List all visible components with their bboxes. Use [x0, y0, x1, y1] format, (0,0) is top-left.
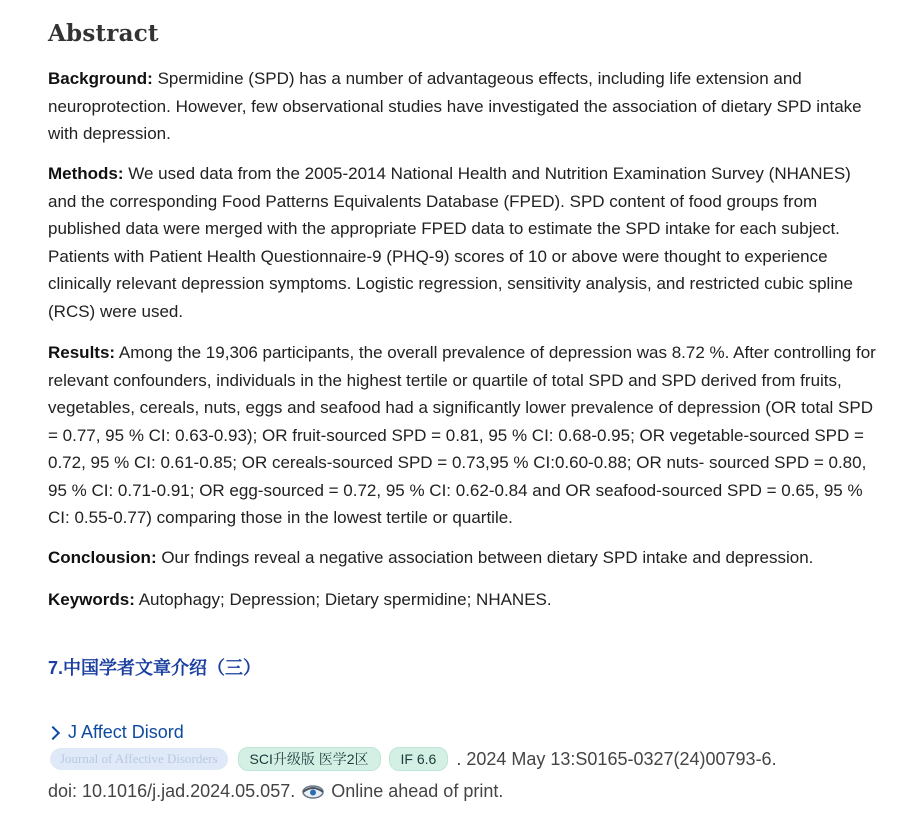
chevron-right-icon[interactable] — [46, 726, 60, 740]
results-text: Among the 19,306 participants, the overall prevalence of depression was 8.72 %. After controlling for relevant confounders, individuals in the highest tertile or quartile of total SPD and SPD derived from fruits, vegetables, cereals, nuts, eggs and seafood had a significantly lower prevalence of depression (OR total SPD = 0.77, 95 % CI: 0.63-0.93); OR fruit-sourced SPD = 0.81, 95 % CI: 0.68-0.95; OR vegetable-sourced SPD = 0.72, 95 % CI: 0.61-0.85; OR cereals-sourced SPD = 0.73,95 % CI:0.60-0.88; OR nuts- sourced SPD = 0.80, 95 % CI: 0.71-0.91; OR egg-sourced = 0.72, 95 % CI: 0.62-0.84 and OR seafood-sourced SPD = 0.65, 95 % CI: 0.55-0.77) comparing those in the lowest tertile or quartile. — [48, 343, 876, 527]
results-label: Results: — [48, 343, 116, 362]
sci-badge[interactable]: SCI升级版 医学2区 — [238, 747, 381, 771]
doi-text: doi: 10.1016/j.jad.2024.05.057. — [48, 781, 296, 801]
methods-text: We used data from the 2005-2014 National Health and Nutrition Examination Survey (NHANES) and the corresponding Food Patterns Equivalents Database (FPED). SPD content of food groups from published data were merged with the appropriate FPED data to estimate the SPD intake for each subject. Patients with Patient Health Questionnaire-9 (PHQ-9) scores of 10 or above were thought to experience clinically relevant depression symptoms. Logistic regression, sensitivity analysis, and restricted cubic spline (RCS) were used. — [48, 164, 854, 321]
impact-factor-badge[interactable]: IF 6.6 — [389, 747, 449, 771]
citation-line — [50, 747, 777, 771]
online-status-text: Online ahead of print. — [331, 781, 504, 801]
abstract-methods — [48, 160, 878, 325]
keywords-label: Keywords: — [48, 590, 135, 609]
citation-date: . 2024 May 13:S0165-0327(24)00793-6. — [456, 748, 777, 769]
abstract-conclusion — [48, 544, 878, 572]
conclusion-text: Our fndings reveal a negative association between dietary SPD intake and depression. — [156, 548, 814, 567]
journal-link[interactable] — [48, 722, 184, 743]
conclusion-label: Conclousion: — [48, 548, 157, 567]
methods-label: Methods: — [48, 164, 124, 183]
abstract-title: Abstract — [48, 20, 159, 47]
background-text: Spermidine (SPD) has a number of advantageous effects, including life extension and neuroprotection. However, few observational studies have investigated the association of dietary SPD intake with depression. — [48, 69, 862, 143]
abstract-background — [48, 65, 878, 148]
journal-badge[interactable]: Journal of Affective Disorders — [50, 748, 228, 770]
doi-line — [48, 781, 503, 802]
keywords-text: Autophagy; Depression; Dietary spermidine; NHANES. — [134, 590, 552, 609]
abstract-results — [48, 339, 878, 532]
section-heading: 7.中国学者文章介绍（三） — [48, 658, 262, 678]
eye-icon — [301, 783, 325, 801]
background-label: Background: — [48, 69, 153, 88]
journal-link-label[interactable]: J Affect Disord — [68, 722, 184, 742]
abstract-keywords — [48, 586, 878, 614]
